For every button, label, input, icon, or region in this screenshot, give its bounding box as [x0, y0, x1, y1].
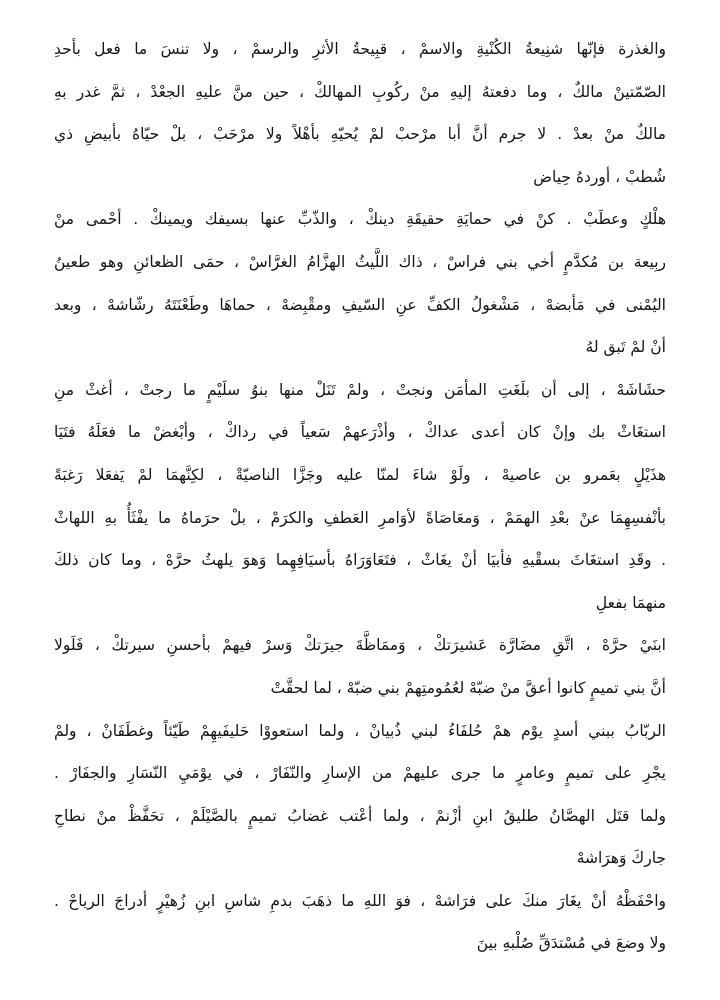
text-line: ربِيعة بن مُكدَّمٍ أخي بني فراسْ ، ذاك اللَّيثُ الهزَّامُ الغرَّاسْ ، حمَى الظعائنِ وهو طعينُ: [54, 252, 666, 271]
paragraph: [54, 880, 666, 965]
text-line: يجْرِ على تميمٍ وعامرٍ ما جرى عليهمْ من الإسارِ والنّفَارْ ، في يوْمَيِ النّسَارِ والجفَارْ .: [54, 764, 666, 783]
text-line: منهمَا بفعلِ: [595, 593, 666, 612]
paragraph: [54, 198, 666, 368]
text-line: أنْ لمْ تَبق لهُ: [585, 338, 666, 357]
text-line: ابنَيْ حرَّهْ ، اتَّقِ مضَارَّة عَشيرَتكْ ، وَممَاظَّةَ جيرَتكْ وَسرْ فيهمْ بأحسنِ سيرتكْ ، فَلَولا: [54, 636, 666, 655]
paragraph: [54, 710, 666, 880]
text-line: . وقَدِ استغَاثَ بسقْيهِ فأبيَا أنْ يغَاثْ ، فتَعَاوَرَاهُ بأسيَافِهِما وَهوَ يلهثُ حرَّهْ ، وما كان ذلكَ: [54, 551, 666, 570]
text-line: هذَيْلٍ بعَمرو بن عاصيهْ ، ولَوْ شاءَ لمنّا عليه وجَزَّا الناصيّةْ ، لكِنَّهمَا لمْ يَفعَلا رَغبَةً: [54, 465, 666, 484]
text-line: شُطبْ ، أوردهُ حِياض: [533, 167, 666, 186]
text-line: اليُمْنى في مَأبضهْ ، مَشْغولُ الكفِّ عنِ السّيفِ ومقْبِضهْ ، حماهَا وطَعْنَتَهُ رشّاشهْ ، وبعد: [54, 295, 666, 314]
paragraph: [54, 624, 666, 709]
text-line: جاركَ وَهرَاشهْ: [576, 849, 666, 868]
text-line: ولا وضعَ في مُسْتدَقِّ صُلْبهِ بينَ: [476, 934, 666, 953]
text-line: واحْفَظْهُ أنْ يغَارَ منكَ على فرَاشهْ ، فوَ اللهِ ما ذهَبَ بدمِ شاسِ ابنِ زُهيْرٍ أدراجَ الرياحْ .: [54, 891, 666, 910]
paragraph: [54, 28, 666, 198]
text-line: حشَاشَهْ ، إلى أن بلَغَتِ المأمَن ونجتْ ، ولمْ تَنَلْ منها بنوُ سلَيْمٍ ما رجتْ ، أغثْ منِ: [54, 380, 666, 399]
paragraph: [54, 369, 666, 625]
text-line: والغذرة فإنّها شنِيعةُ الكُنْيةِ والاسمْ ، قبِيحةُ الأثرِ والرسمْ ، ولا تنسَ ما فعل بأحدِ: [54, 40, 666, 58]
text-line: هلْكٍ وعطَبْ . كنْ في حمايَةِ حقيقَةِ دينكْ ، والذّبِّ عنها بسيفك ويمينكْ . أحْمى منْ: [54, 210, 666, 229]
text-line: ولما قتَل الهصَّانُ طليقُ ابنِ أزْنمْ ، ولما أعْتب غضابُ تميمٍ بالصَّيْلَمْ ، تحَفَّظْ منْ نطاحِ: [54, 806, 666, 825]
text-line: مالكٌ منْ بعدْ . لا جرم أنَّ أبا مرْحبْ لمْ يُحيّهِ بأهْلاً ولا مرْحَبْ ، بلْ حيّاهُ بأبيضِ ذي: [54, 125, 666, 144]
text-line: الربّابُ ببني أسدٍ يوْم همْ حُلفَاءُ لبني ذُبيانْ ، ولما استعووْا حَليفَيهِمْ طَيّئاً وغطَفَانْ ، ولمْ: [54, 721, 666, 740]
text-line: استغَاثْ بك وإنْ كان أعدى عداكْ ، وأذْرَعهمْ سَعياً في رداكْ ، وأبْغضْ ما فعَلَهُ فتَيَا: [54, 423, 666, 442]
text-line: الصّمّتينْ مالكٌ ، وما دفعتهُ إليهِ منْ ركُوبِ المهالكْ ، حين منَّ عليهِ الجعْدْ ، ثمَّ غدر بهِ: [54, 82, 666, 101]
text-line: بأنْفسِهِمَا عنْ بعْدِ الهمَمْ ، وَمعَاصَاةً لأوَامرِ العَطفِ والكرَمْ ، بلْ حرَماهُ ما يفْثَأُ بهِ اللهاثْ: [54, 508, 666, 527]
text-line: أنَّ بني تميمٍ كانوا أعقَّ منْ ضبّهْ لعُمُومتِهمْ بني ضبّهْ ، لما لحقَّتْ: [270, 678, 666, 697]
